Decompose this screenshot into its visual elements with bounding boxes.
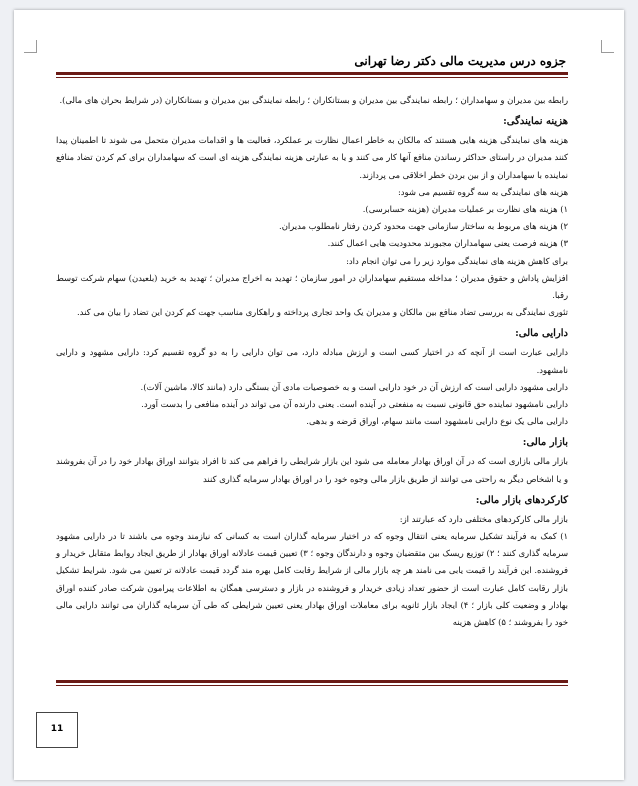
intro-paragraph: رابطه بین مدیران و سهامداران ؛ رابطه نمایندگی بین مدیران و بستانکاران ؛ رابطه نمایندگی بین مدیران و بستانکاران (در شرایط بحران های مالی).	[59, 95, 568, 105]
crop-mark-top-right	[601, 40, 614, 53]
market-functions-heading: کارکردهای بازار مالی:	[475, 494, 568, 506]
header-rule-thick	[56, 72, 568, 75]
financial-assets-line: دارایی مالی یک نوع دارایی نامشهود است مانند سهام، اوراق قرضه و بدهی.	[306, 416, 568, 427]
financial-assets-line: دارایی عبارت است از آنچه که در اختیار کسی است و ارزش مبادله دارد، می توان دارایی را به دو گروه تقسیم کرد: دارایی مشهود و دارایی نامشهود.	[56, 347, 568, 375]
footer-rule-thick	[56, 680, 568, 683]
crop-mark-top-left	[24, 40, 37, 53]
market-functions-text: ۱) کمک به فرآیند تشکیل سرمایه یعنی انتقال وجوه که در اختیار سرمایه گذاران است به کسانی که نیازمند وجوه می باشند تا در دارایی مشهود سرمایه گذاری کنند ؛ ۲) توزیع ریسک بین متقضیان وجوه و دارندگان وجوه ؛ ۳) تعیین قیمت عادلانه اوراق بهادار از طریق ایجاد روابط متقابل خریدار و فروشنده. این فرآیند را قیمت یابی می نامند هر چه بازار مالی از شرایط رقابت کامل بهره مند گردد قیمت عادلانه تر تعیین می شود. شرایط تشکیل بازار رقابت کامل عبارت است از حضور تعداد زیادی خریدار و فروشنده در بازار و دسترسی همگان به اطلاعات پیرامون شرکت صادر کننده اوراق بهادار و وضعیت کلی بازار ؛ ۴) ایجاد بازار ثانویه برای معاملات اوراق بهادار یعنی تعیین شرایطی که طی آن سرمایه گذاران می توانند دارایی مالی خود را بفروشند ؛ ۵) کاهش هزینه	[56, 531, 568, 628]
agency-group-item: ۳) هزینه فرصت یعنی سهامداران مجبورند محدودیت هایی اعمال کنند.	[327, 238, 568, 249]
document-body	[56, 92, 568, 631]
agency-costs-heading: هزینه نمایندگی:	[503, 116, 568, 128]
financial-market-text: بازار مالی بازاری است که در آن اوراق بهادار معامله می شود این بازار شرایطی را فراهم می کند تا افراد بتوانند اوراق بهادار خود را در آن بفروشند و یا اشخاص دیگر به راحتی می توانند از طریق بازار مالی وجوه خود را در اوراق بهادار سرمایه گذاری کنند	[56, 456, 568, 484]
financial-assets-line: دارایی نامشهود نماینده حق قانونی نسبت به منفعتی در آینده است. یعنی دارنده آن می تواند در آینده منافعی را بدست آورد.	[141, 399, 568, 410]
agency-theory: تئوری نمایندگی به بررسی تضاد منافع بین مالکان و مدیران یک واحد تجاری پرداخته و راهکاری مناسب جهت کم کردن این تضاد را بیان می کند.	[77, 307, 568, 318]
agency-groups-intro: هزینه های نمایندگی به سه گروه تقسیم می شود:	[397, 186, 568, 197]
reduce-text: افزایش پاداش و حقوق مدیران ؛ مداخله مستقیم سهامداران در امور سازمان ؛ تهدید به اخراج مدیران ؛ تهدید به خرید (بلعیدن) سهام شرکت توسط رقبا.	[56, 272, 568, 301]
footer-rule-thin	[56, 685, 568, 686]
financial-assets-heading: دارایی مالی:	[515, 328, 568, 340]
header-title: جزوه درس مدیریت مالی دکتر رضا تهرانی	[354, 54, 566, 68]
agency-costs-definition: هزینه های نمایندگی هزینه هایی هستند که مالکان به خاطر اعمال نظارت بر عملکرد، فعالیت ها و اقدامات مدیران متحمل می شوند تا اطمینان پیدا کنند مدیران در راستای حداکثر رساندن منافع آنها کار می کنند و یا به عبارتی هزینه نمایندگی هزینه ای است که سهامداران برای کم کردن تضاد منافع نماینده با سهامداران و از بین بردن خطر اخلاقی می پردازند.	[56, 135, 568, 180]
market-functions-intro: بازار مالی کارکردهای مختلفی دارد که عبارتند از:	[399, 513, 568, 524]
page-number: 11	[50, 724, 64, 734]
document-page	[14, 10, 624, 780]
financial-assets-line: دارایی مشهود دارایی است که ارزش آن در خود دارایی است و به خصوصیات مادی آن بستگی دارد (مانند کالا، ماشین آلات).	[140, 381, 568, 392]
agency-group-item: ۱) هزینه های نظارت بر عملیات مدیران (هزینه حسابرسی).	[362, 204, 568, 215]
financial-market-heading: بازار مالی:	[522, 437, 568, 449]
agency-group-item: ۲) هزینه های مربوط به ساختار سازمانی جهت محدود کردن رفتار نامطلوب مدیران.	[279, 221, 568, 232]
page-number-box	[36, 712, 78, 748]
reduce-intro: برای کاهش هزینه های نمایندگی موارد زیر را می توان انجام داد:	[346, 255, 568, 266]
header-rule-thin	[56, 77, 568, 78]
